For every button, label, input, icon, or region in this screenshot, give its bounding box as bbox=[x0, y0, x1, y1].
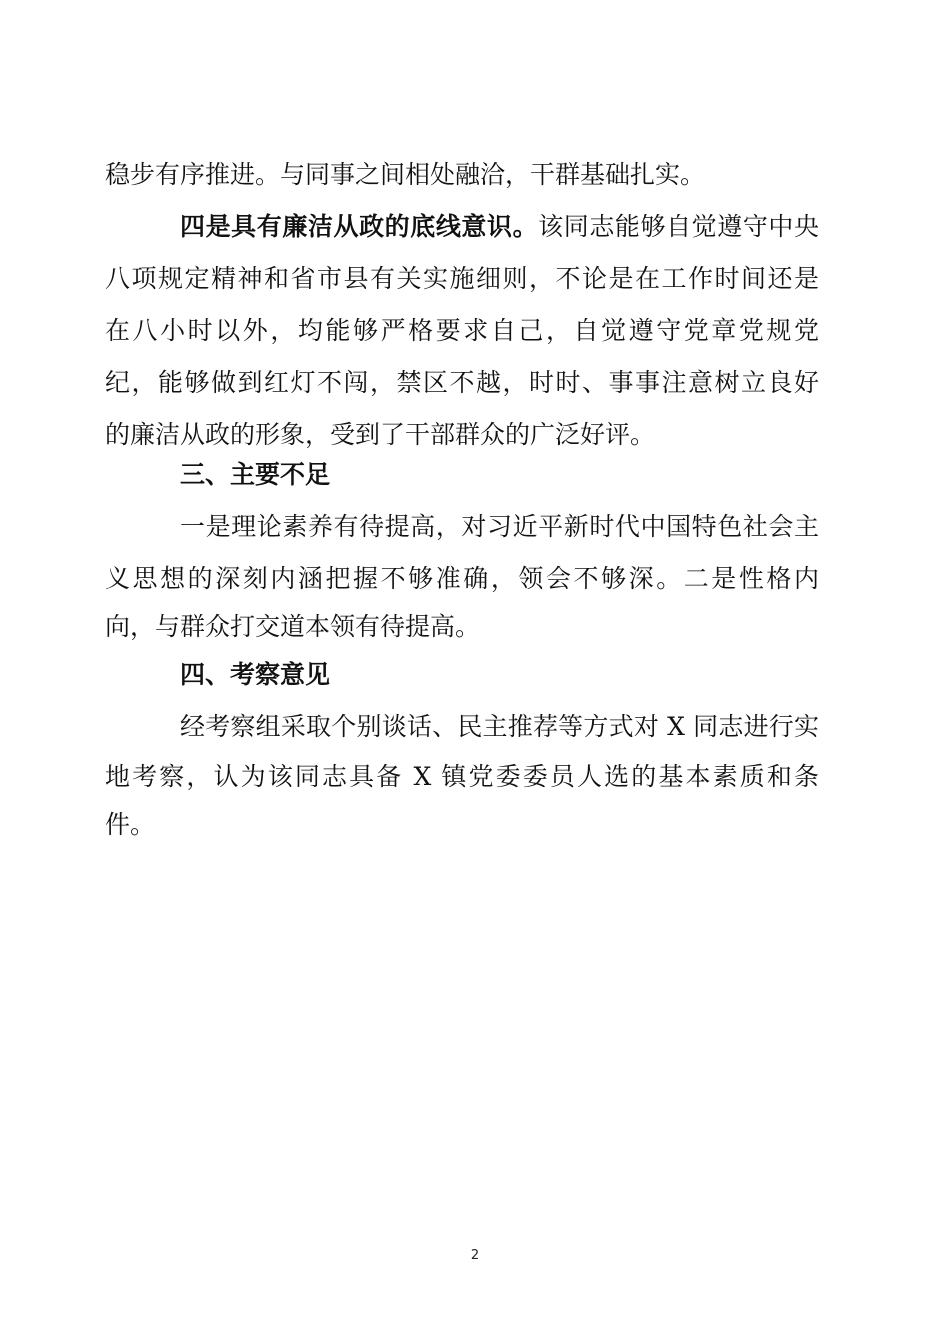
paragraph-line: 纪，能够做到红灯不闯，禁区不越，时时、事事注意树立良好 bbox=[105, 368, 819, 397]
paragraph-lead-bold: 四是具有廉洁从政的底线意识。 bbox=[180, 212, 539, 241]
paragraph-line: 件。 bbox=[105, 810, 156, 839]
paragraph-text: 该同志能够自觉遵守中央 bbox=[538, 212, 819, 241]
paragraph-line: 的廉洁从政的形象，受到了干部群众的广泛好评。 bbox=[105, 420, 656, 449]
paragraph-line: 在八小时以外，均能够严格要求自己，自觉遵守党章党规党 bbox=[105, 316, 819, 345]
section-heading: 三、主要不足 bbox=[180, 460, 331, 489]
paragraph-line: 一是理论素养有待提高，对习近平新时代中国特色社会主 bbox=[180, 512, 819, 541]
page-number: 2 bbox=[470, 1248, 480, 1263]
paragraph-line: 八项规定精神和省市县有关实施细则，不论是在工作时间还是 bbox=[105, 264, 819, 293]
section-heading: 四、考察意见 bbox=[180, 660, 331, 689]
paragraph-line: 稳步有序推进。与同事之间相处融洽，干群基础扎实。 bbox=[105, 160, 706, 189]
paragraph-line: 义思想的深刻内涵把握不够准确，领会不够深。二是性格内 bbox=[105, 564, 819, 593]
paragraph-line bbox=[180, 212, 819, 242]
paragraph-line: 经考察组采取个别谈话、民主推荐等方式对 X 同志进行实 bbox=[180, 712, 819, 741]
paragraph-line: 地考察，认为该同志具备 X 镇党委委员人选的基本素质和条 bbox=[105, 762, 819, 791]
paragraph-line: 向，与群众打交道本领有待提高。 bbox=[105, 612, 481, 641]
